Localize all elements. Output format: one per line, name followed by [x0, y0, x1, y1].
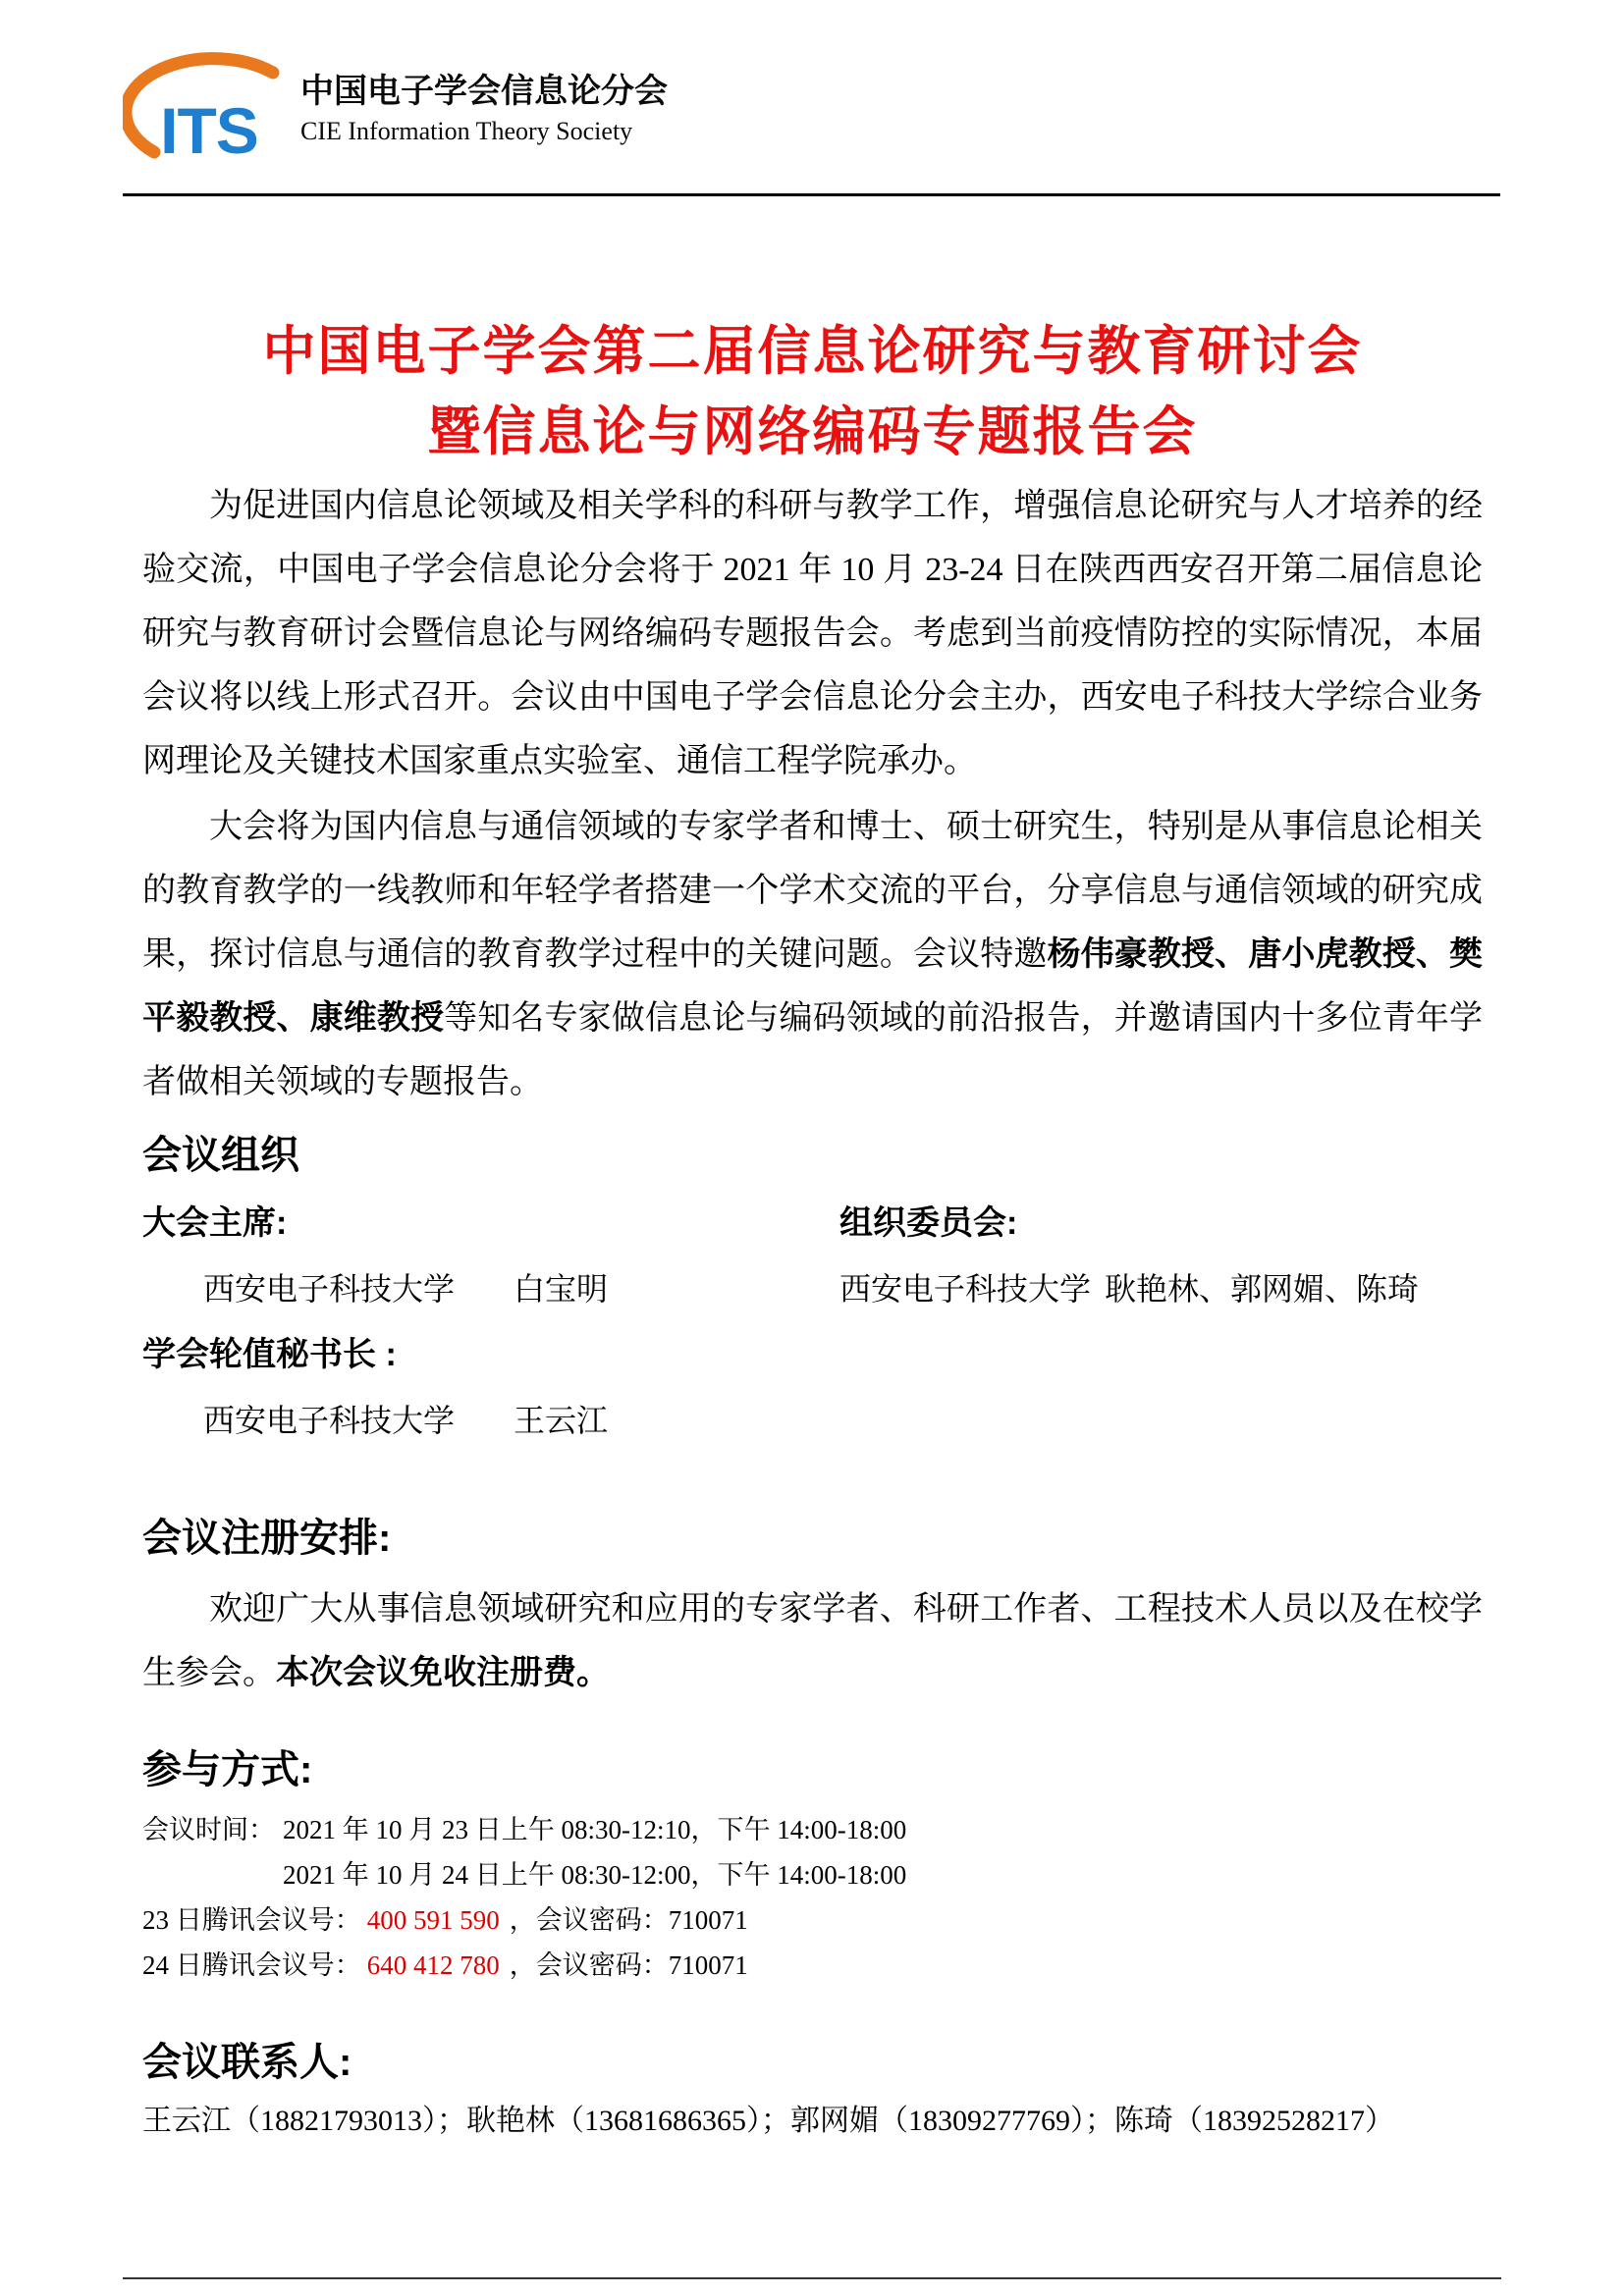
section-heading-contacts: 会议联系人:	[142, 2041, 352, 2084]
meeting-password-2-label: ，会议密码：	[509, 1950, 669, 1980]
intro-paragraph-1: 为促进国内信息论领域及相关学科的科研与教学工作，增强信息论研究与人才培养的经验交流，中国电子学会信息论分会将于 2021 年 10 月 23-24 日在陕西西安召开第二届信息论研究与教育研讨会暨信息论与网络编码专题报告会。考虑到当前疫情防控的实际情况，本届会议将以线上形式召开。会议由中国电子学会信息论分会主办，西安电子科技大学综合业务网理论及关键技术国家重点实验室、通信工程学院承办。	[142, 488, 1483, 779]
section-heading-participation: 参与方式:	[142, 1748, 313, 1791]
org-grid-spacer	[839, 1388, 1483, 1454]
intro-paragraph-2-lead: 大会将为国内信息与通信领域的专家学者和博士、硕士研究生，特别是从事信息论相关的教育教学的一线教师和年轻学者搭建一个学术交流的平台，分享信息与通信领域的研究成果，探讨信息与通信的教育教学过程中的关键问题。会议特邀	[142, 809, 1483, 973]
meeting-id-1: 400 591 590	[366, 1905, 500, 1935]
title-line-2: 暨信息论与网络编码专题报告会	[427, 402, 1198, 461]
organization-grid	[142, 1191, 1483, 1454]
committee-entry	[839, 1256, 1483, 1322]
secretary-institution: 西安电子科技大学	[203, 1403, 456, 1438]
chair-institution: 西安电子科技大学	[203, 1271, 456, 1307]
registration-text: 欢迎广大从事信息领域研究和应用的专家学者、科研工作者、工程技术人员以及在校学生参会。	[142, 1591, 1483, 1691]
its-logo	[123, 51, 1483, 167]
committee-names: 耿艳林、郭网媚、陈琦	[1105, 1271, 1420, 1307]
document-header	[142, 51, 1483, 196]
meeting-id-1-label: 23 日腾讯会议号：	[142, 1905, 361, 1935]
invited-professors: 杨伟豪教授、唐小虎教授、樊平毅教授、康维教授	[142, 936, 1484, 1037]
document-title	[142, 311, 1483, 472]
logo-acronym: ITS	[160, 94, 258, 167]
meeting-time-label: 会议时间：	[142, 1815, 275, 1844]
logo-text-block	[300, 70, 668, 148]
intro-paragraph-2-tail: 等知名专家做信息论与编码领域的前沿报告，并邀请国内十多位青年学者做相关领域的专题报告。	[142, 1000, 1483, 1100]
meeting-id-2: 640 412 780	[366, 1950, 500, 1980]
secretary-name: 王云江	[514, 1403, 609, 1438]
intro-paragraph-2	[142, 795, 1483, 1114]
section-heading-organization: 会议组织	[142, 1134, 299, 1177]
meeting-time-day1: 2021 年 10 月 23 日上午 08:30-12:10，下午 14:00-18:00	[283, 1815, 907, 1844]
meeting-time-line-2: 2021 年 10 月 24 日上午 08:30-12:00，下午 14:00-18:00	[283, 1860, 907, 1890]
footer-rule	[123, 2277, 1501, 2279]
its-logo-mark-icon	[123, 51, 285, 167]
committee-institution: 西安电子科技大学	[839, 1271, 1092, 1307]
org-grid-spacer	[839, 1322, 1483, 1388]
meeting-id-2-label: 24 日腾讯会议号：	[142, 1950, 361, 1980]
society-name-en: CIE Information Theory Society	[300, 117, 633, 145]
society-name-cn: 中国电子学会信息论分会	[300, 73, 668, 110]
registration-free-notice: 本次会议免收注册费。	[276, 1655, 610, 1691]
participation-details	[142, 1807, 1483, 1988]
meeting-password-1: 710071	[668, 1905, 748, 1935]
meeting-time-line-1	[142, 1807, 1483, 1852]
meeting-id-line-1	[142, 1897, 1483, 1943]
chair-label: 大会主席:	[142, 1204, 288, 1242]
contacts-line: 王云江（18821793013）；耿艳林（13681686365）；郭网媚（18309277769）；陈琦（18392528217）	[142, 2105, 1394, 2137]
committee-label: 组织委员会:	[839, 1204, 1018, 1242]
meeting-id-line-2	[142, 1943, 1483, 1988]
secretary-entry	[142, 1388, 839, 1454]
meeting-password-1-label: ，会议密码：	[509, 1905, 669, 1935]
section-heading-registration: 会议注册安排:	[142, 1517, 392, 1560]
meeting-password-2: 710071	[668, 1950, 748, 1980]
registration-paragraph	[142, 1577, 1483, 1705]
chair-entry	[142, 1256, 839, 1322]
chair-name: 白宝明	[514, 1271, 609, 1307]
secretary-label: 学会轮值秘书长 :	[142, 1336, 397, 1373]
title-line-1: 中国电子学会第二届信息论研究与教育研讨会	[262, 322, 1363, 381]
header-rule	[123, 193, 1500, 196]
